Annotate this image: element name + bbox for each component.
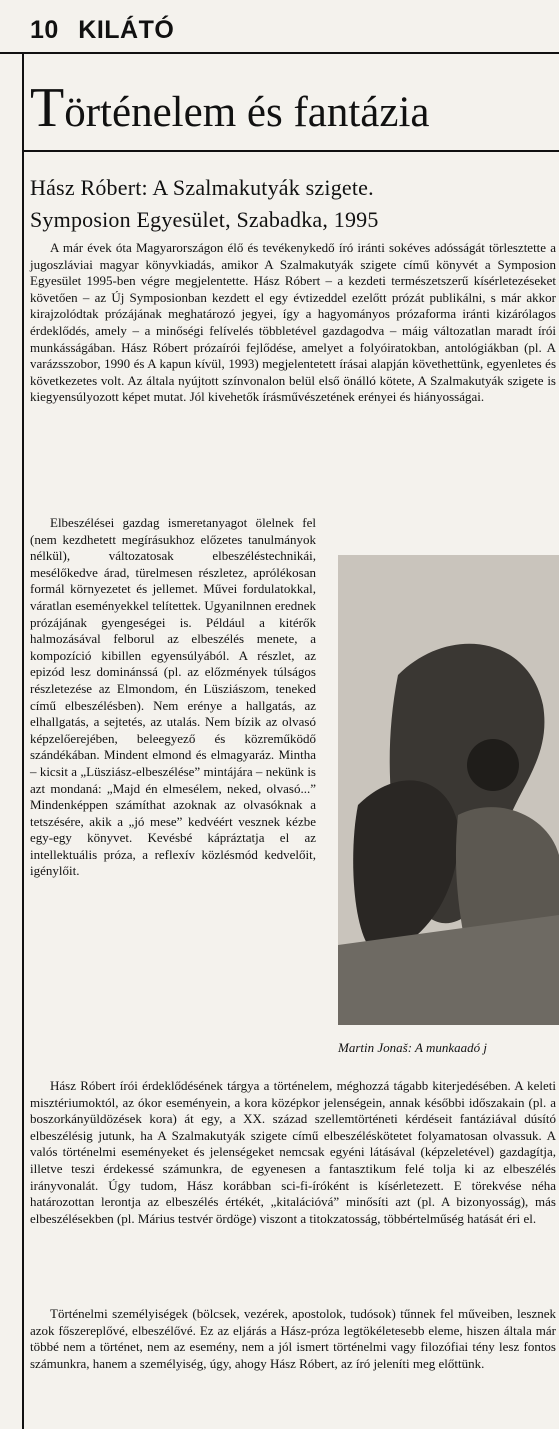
column-rule — [22, 52, 24, 1429]
section-title — [30, 78, 430, 143]
article-paragraph-3: Hász Róbert írói érdeklődésének tárgya a történelem, méghozzá tágabb kiterjedésében. A keleti misztériumoktól, az ókor eseményein, a kora középkor jelenségein, annak későbbi időszakain (pl. a boszorkányüldözések kora) át egy, a XX. század szellemtörténeti kérdéseit fantáziával dúsító elbeszélésig jutunk, ha A Szalmakutyák szigete című elbeszéléskötetet folyamatosan olvassuk. A valós történelmi eseményeket és jelenségeket nemcsak egyéni látásával (képzeletével) gazdagítja, illetve teszi érdekessé számunkra, de egyenesen a fantasztikum felé tolja ki az elbeszélés irányvonalát. Úgy tudom, Hász korábban sci-fi-íróként is kísérletezett. E törekvése néha határozottan lerontja az elbeszélés értékét, „kitalációvá” minősíti azt (pl. A bizonyosság), más elbeszélésekben (pl. Márius testvér ördöge) viszont a titokzatosság, többértelműség hatását éri el. — [30, 1078, 556, 1226]
book-title-line-2: Symposion Egyesület, Szabadka, 1995 — [30, 207, 379, 232]
article-paragraph-1: A már évek óta Magyarországon élő és tevékenykedő író iránti sokéves adósságát törlesztette a jugoszláviai magyar könyvkiadás, amikor A Szalmakutyák szigete című könyvét a Symposion Egyesület 1995-ben végre megjelentette. Hász Róbert – a kezdeti természetszerű kísérletezéseket követően – az Új Symposionban kezdett el egy évtizeddel ezelőtt prózát publikálni, s már akkor kirajzolódtak prózájának meghatározó jegyei, így a hagyományos prózaforma iránti kizárólagos érdeklődés, amely – a minőségi felívelés többletével gazdagodva – máig változatlan maradt írói munkásságában. Hász Róbert prózaírói fejlődése, amelyet a folyóiratokban, antológiákban (pl. A varázsszobor, 1990 és A kapun kívül, 1993) megjelentetett írásai alapján követhettünk, egyenletes és következetes volt. Az általa nyújtott színvonalon belül első önálló kötete, A Szalmakutyák szigete is kiegyensúlyozott képet mutat. Jól kivehetők írásművészetének erényei és hiányosságai. — [30, 240, 556, 405]
page-number: 10 — [30, 16, 59, 44]
section-title-initial: T — [30, 77, 65, 139]
header-rule — [0, 52, 559, 54]
photo-caption: Martin Jonaš: A munkaadó j — [338, 1040, 488, 1055]
article-paragraph-2: Elbeszélései gazdag ismeretanyagot ölelnek fel (nem kezdhetett megírásukhoz előzetes tanulmányok nélkül), változatosak elbeszéléstechnikái, mesélőkedve árad, türelmesen részletez, aprólékosan formál környezetet és jellemet. Művei fordulatokkal, váratlan eseményekkel telítettek. Ugyanilnnen erednek prózájának gyengeségei is. Például a kitérők halmozásával felborul az elbeszélés menete, a kompozíció kibillen egyensúlyából. A részlet, az epizód lesz dominánssá (pl. az előzmények túlságos részletezése az Elmondom, én Lüsziászom, teneked című elbeszélésben). Nem erénye a hallgatás, az elhallgatás, a sejtetés, az utalás. Nem bízik az olvasó képzelőerejében, beleegyező és közreműködő szándékában. Mindent elmond és elmagyaráz. Mintha – kicsit a „Lüsziász-elbeszélése” mintájára – nekünk is azt mondaná: „Majd én elmesélem, neked, olvasó...” Mindenképpen számíthat azoknak az olvasóknak a tetszésére, akik a „jó mese” kedvéért vesznek kézbe egy-egy könyvet. Kevésbé kápráztatja el az intellektuális próza, a reflexív közlésmód kedvelőit, igénylőit. — [30, 515, 316, 879]
artwork-photo — [338, 555, 559, 1025]
title-rule — [22, 150, 559, 152]
book-title — [30, 172, 379, 236]
book-title-line-1: Hász Róbert: A Szalmakutyák szigete. — [30, 175, 374, 200]
artwork-illustration — [338, 555, 559, 1025]
section-label: KILÁTÓ — [78, 16, 175, 44]
page-header — [30, 18, 174, 43]
article-paragraph-4: Történelmi személyiségek (bölcsek, vezérek, apostolok, tudósok) tűnnek fel műveiben, lesznek azok főszereplővé, elbeszélővé. Ez az eljárás a Hász-próza legtökéletesebb eleme, hiszen általa már többé nem a történet, nem az esemény, nem a jól ismert történelmi vagy filozófiai tény lesz fontos számunkra, hanem a személyiség, úgy, ahogy Hász Róbert, az író jeleníti meg előttünk. — [30, 1306, 556, 1371]
section-title-rest: örténelem és fantázia — [64, 89, 430, 136]
